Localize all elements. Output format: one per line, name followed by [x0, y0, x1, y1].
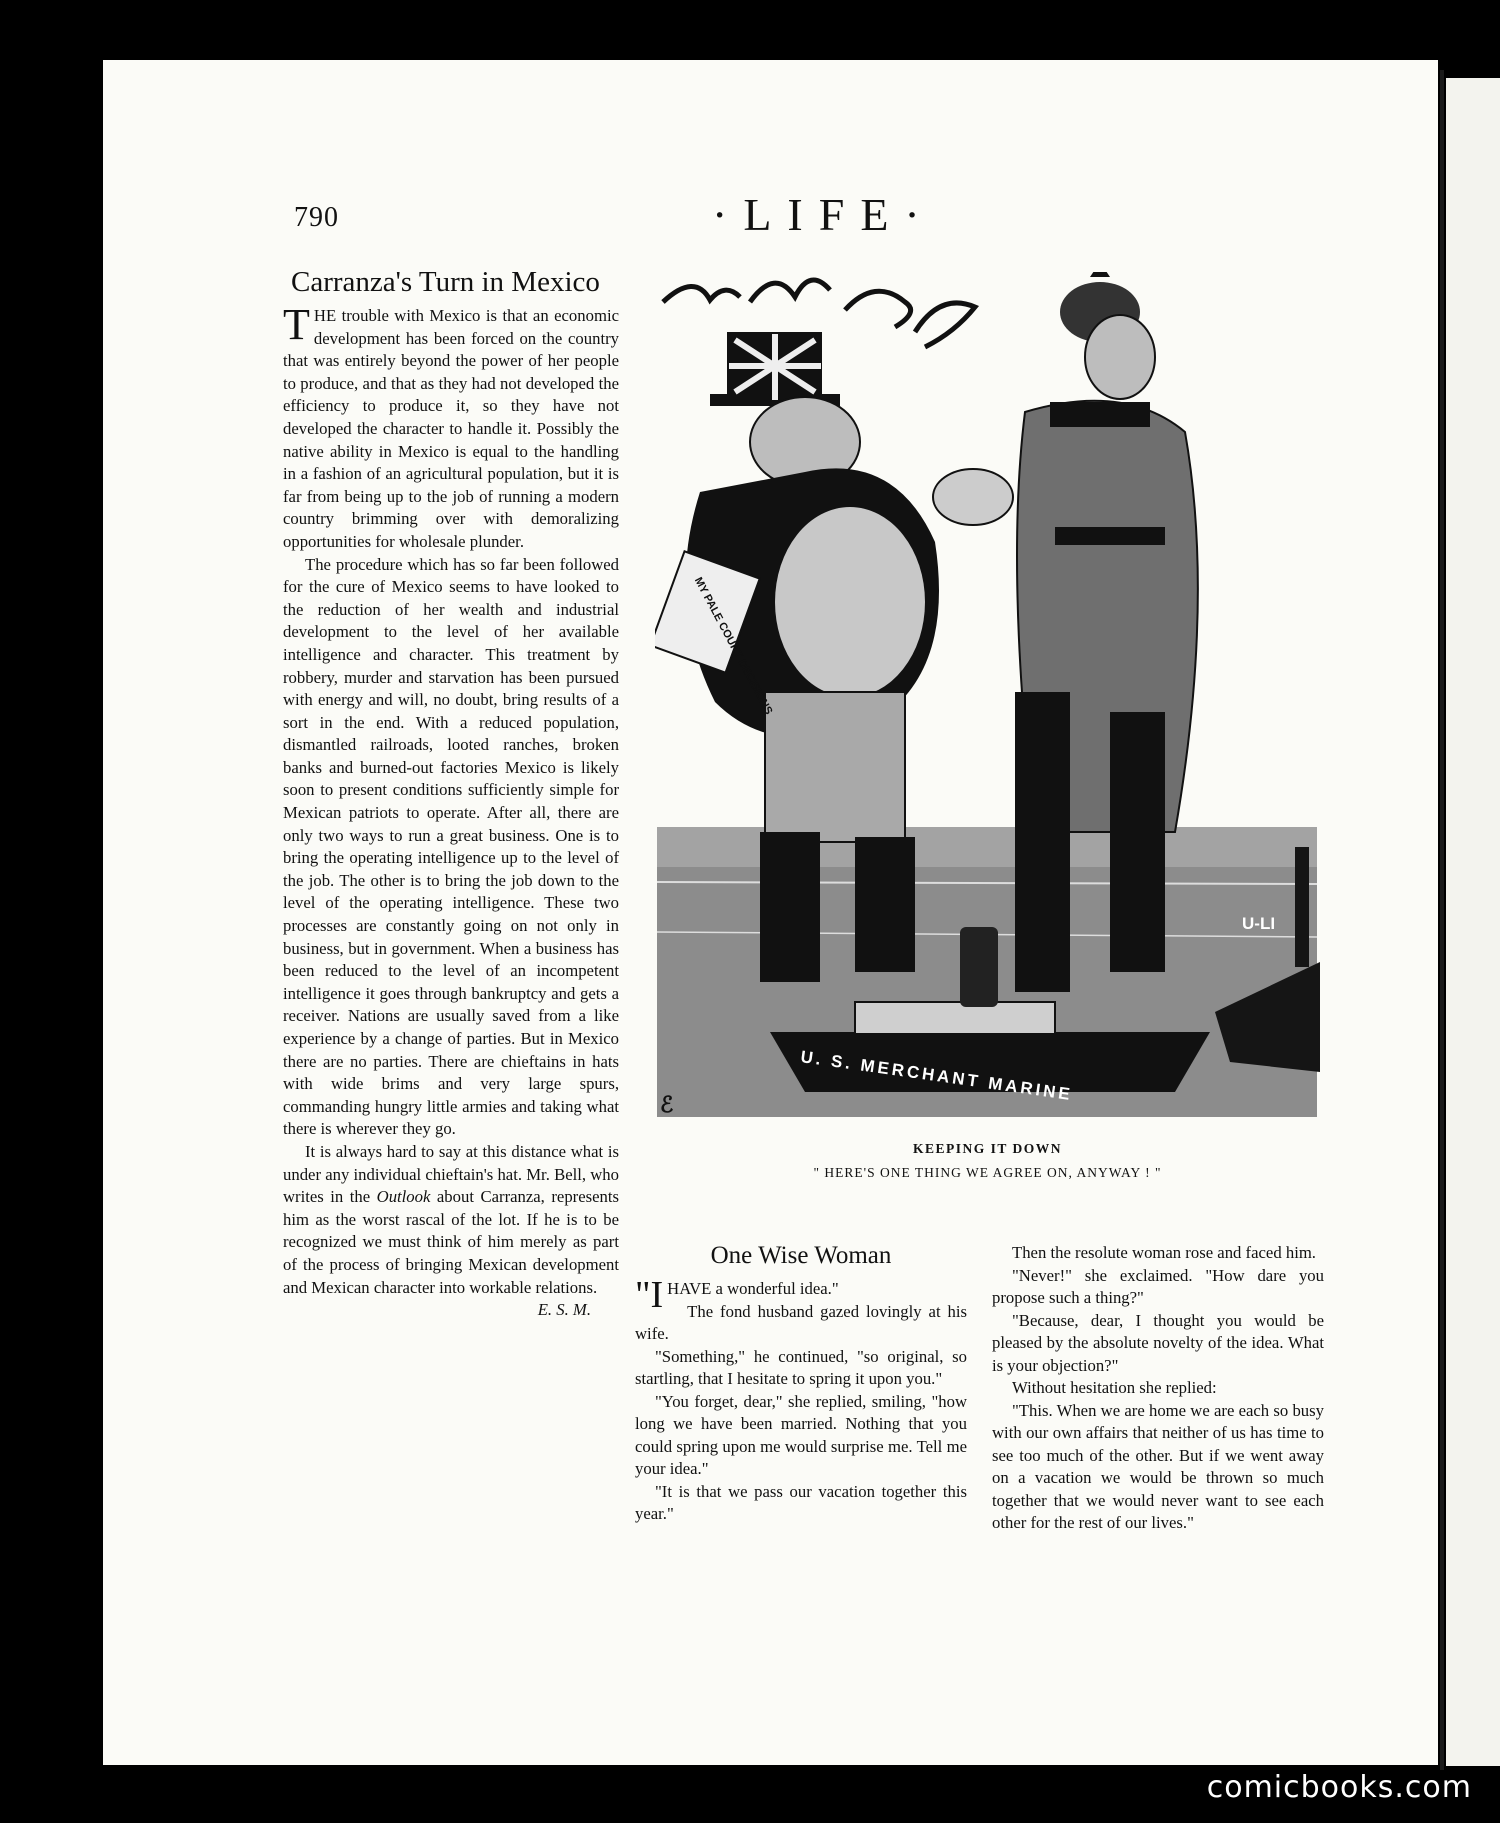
seagull-icon [845, 291, 911, 327]
drop-cap: T [283, 300, 310, 349]
story-paragraph: "Something," he continued, "so original, so startling, that I hesitate to spring it upon you." [635, 1346, 967, 1388]
helmet-spike [1090, 272, 1110, 277]
story-paragraph: The fond husband gazed lovingly at his wife. [635, 1301, 967, 1343]
story-column-right [992, 1242, 1324, 1535]
drop-cap: "I [635, 1274, 664, 1316]
union-jack-band [729, 334, 821, 400]
story-column-left [635, 1242, 967, 1526]
site-watermark: comicbooks.com [1206, 1770, 1472, 1805]
seagull-icon [750, 280, 830, 302]
submarine-label: U-LI [1242, 914, 1276, 933]
handshake [933, 469, 1013, 525]
masthead: ·LIFE· [712, 189, 936, 240]
political-cartoon [655, 272, 1320, 1120]
page-gutter [1440, 70, 1444, 1770]
periscope [1295, 847, 1309, 967]
john-bull-boot [760, 832, 820, 982]
kaiser-head [1085, 315, 1155, 399]
page-number: 790 [294, 202, 339, 233]
john-bull-boot [855, 837, 915, 972]
article-paragraph: THE trouble with Mexico is that an economic development has been forced on the country that was entirely beyond the power of her people to produce, and that as they had not developed the efficiency to produce it, so they have not developed the character to handle it. Possibly the native ability in Mexico is equal to the handling in a fashion of an agricultural population, but it is far from being up to the job of running a modern country brimming over with demoralizing opportunities for wholesale plunder. [283, 300, 619, 551]
ship-label: U. S. MERCHANT MARINE [799, 1047, 1074, 1105]
facing-page-edge [1446, 78, 1500, 1766]
publication-name: Outlook [376, 1187, 431, 1207]
cartoon-caption-title: KEEPING IT DOWN [912, 1141, 1063, 1156]
kaiser-boot [1110, 712, 1165, 972]
editorial-article [283, 266, 619, 1322]
story-paragraph: "It is that we pass our vacation together this year." [635, 1481, 967, 1523]
seagull-icon [915, 303, 975, 347]
kaiser-belt [1055, 527, 1165, 545]
author-signature: E. S. M. [537, 1300, 591, 1320]
story-paragraph: "Because, dear, I thought you would be pleased by the absolute novelty of the idea. What is your objection?" [992, 1310, 1324, 1375]
ship-funnel [960, 927, 998, 1007]
story-paragraph: Without hesitation she replied: [1012, 1378, 1217, 1397]
story-title: One Wise Woman [710, 1242, 892, 1269]
article-title: Carranza's Turn in Mexico [291, 266, 600, 298]
john-bull-trousers [765, 692, 905, 842]
papers-label: MY PALE COURT DECISIONS [691, 575, 775, 717]
ship-deck [855, 1002, 1055, 1034]
story-paragraph: "Never!" she exclaimed. "How dare you propose such a thing?" [992, 1265, 1324, 1307]
kaiser-boot [1015, 692, 1070, 992]
story-paragraph: "This. When we are home we are each so busy with our own affairs that neither of us has time to see too much of the other. But if we went away on a vacation we would be thrown so much together that we would never want to see each other for the rest of our lives." [992, 1400, 1324, 1532]
story-paragraph: "You forget, dear," she replied, smiling, "how long we have been married. Nothing that you could spring upon me would surprise me. Tell me your idea." [635, 1391, 967, 1478]
sea-horizon [657, 827, 1317, 867]
artist-monogram: ℰ [660, 1092, 674, 1117]
story-paragraph: Then the resolute woman rose and faced him. [1012, 1243, 1316, 1262]
john-bull-waistcoat [775, 507, 925, 697]
epaulettes [1050, 402, 1150, 427]
article-body [283, 300, 619, 1320]
article-paragraph: The procedure which has so far been followed for the cure of Mexico seems to have looked to the reduction of her wealth and industrial development to the level of her available intelligence and character. This treatment by robbery, murder and starvation has been pursued with energy and will, no doubt, bring results of a sort in the end. With a reduced population, dismantled railroads, looted ranches, broken banks and burned-out factories Mexico is likely soon to present conditions sufficiently simple for Mexican patriots to operate. After all, there are only two ways to run a great business. One is to bring the operating intelligence up to the level of the job. The other is to bring the job down to the level of the operating intelligence. These two processes are constantly going on not only in business, but in government. When a business has been reduced to the level of an incompetent intelligence it goes through bankruptcy and gets a receiver. Nations are usually saved from a like experience by a change of parties. But in Mexico there are no parties. There are chieftains in hats with wide brims and very large spurs, commanding hungry little armies and taking what there is wherever they go. [283, 554, 619, 1139]
cartoon-caption-quote: " HERE'S ONE THING WE AGREE ON, ANYWAY ! " [813, 1165, 1162, 1180]
article-paragraph: It is always hard to say at this distance what is under any individual chieftain's hat. Mr. Bell, who writes in the Outlook about Carranza, represents him as the worst rascal of the lot. If he is to be recognized we must think of him merely as part of the process of bringing Mexican development and Mexican character into workable relations. E. S. M. [283, 1141, 619, 1299]
story-paragraph: "IHAVE a wonderful idea." [635, 1274, 839, 1316]
seagull-icon [663, 286, 740, 302]
